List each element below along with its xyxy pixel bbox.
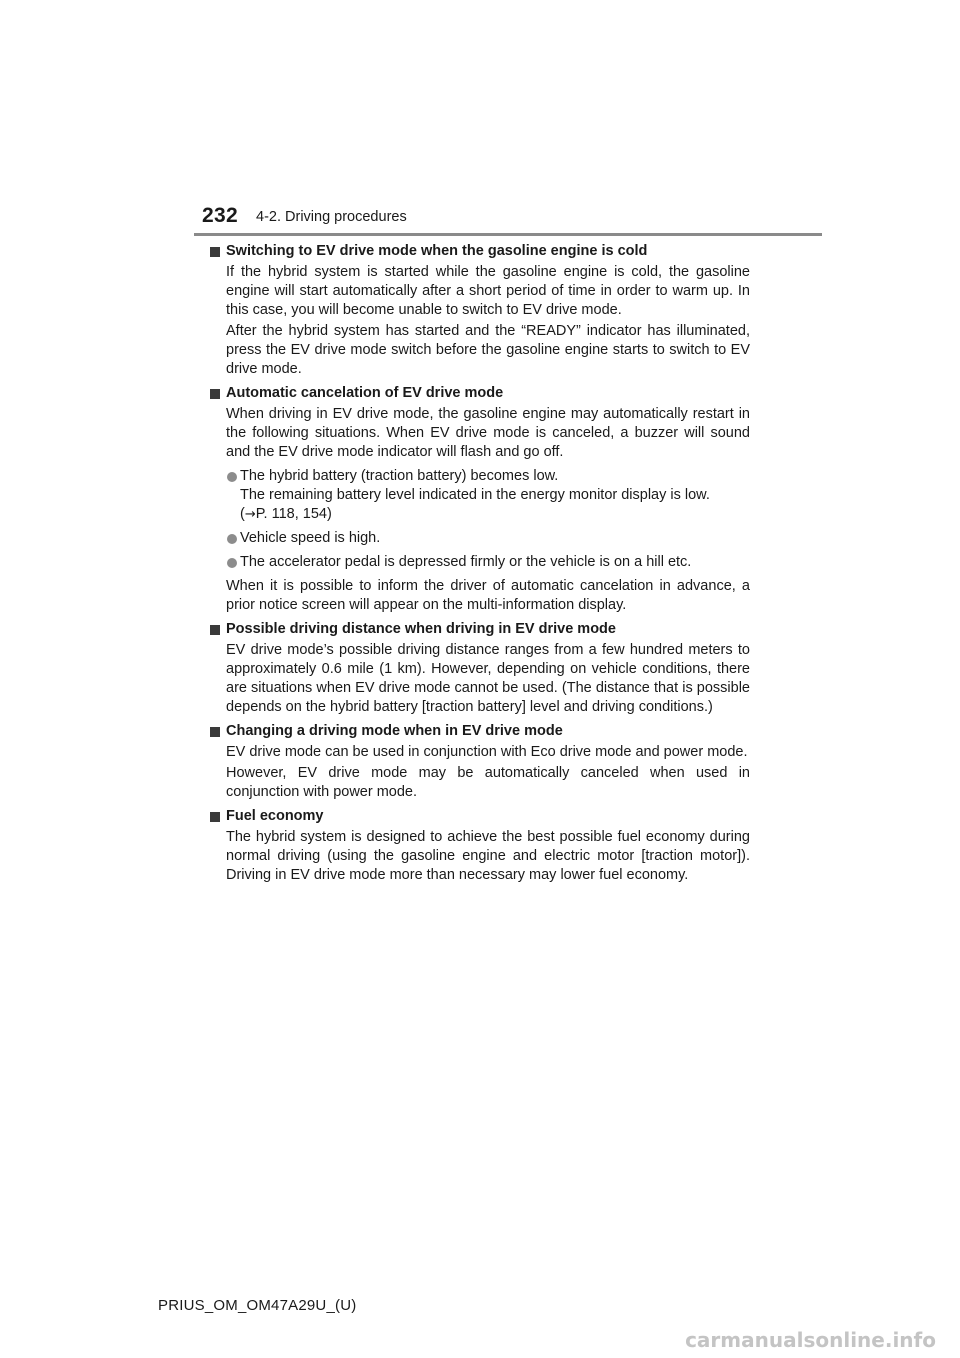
- paragraph: After the hybrid system has started and the “READY” indicator has illuminated, press the EV drive mode switch before the gasoline engine starts to switch to EV drive mode.: [226, 323, 750, 377]
- page-header: [0, 0, 960, 240]
- section-fuel-economy: [210, 807, 750, 885]
- section-possible-distance: [210, 620, 750, 717]
- section-heading: Possible driving distance when driving in EV drive mode: [210, 620, 750, 639]
- square-bullet-icon: [210, 389, 220, 399]
- page-content: [210, 242, 750, 890]
- section-automatic-cancelation: [210, 384, 750, 615]
- paragraph: The hybrid system is designed to achieve the best possible fuel economy during normal driving (using the gasoline engine and electric motor [traction motor]). Driving in EV drive mode more than necessary may lower fuel economy.: [226, 829, 750, 883]
- circle-bullet-icon: [227, 472, 237, 482]
- square-bullet-icon: [210, 247, 220, 257]
- section-heading: Automatic cancelation of EV drive mode: [210, 384, 750, 403]
- square-bullet-icon: [210, 625, 220, 635]
- section-ev-cold-engine: [210, 242, 750, 379]
- list-item: The accelerator pedal is depressed firmly or the vehicle is on a hill etc.: [210, 553, 750, 572]
- arrow-right-icon: →: [244, 507, 256, 522]
- list-item: The hybrid battery (traction battery) becomes low. The remaining battery level indicated in the energy monitor display is low. (→P. 118, 154): [210, 467, 750, 524]
- section-heading: Changing a driving mode when in EV drive mode: [210, 722, 750, 741]
- square-bullet-icon: [210, 727, 220, 737]
- paragraph: When driving in EV drive mode, the gasoline engine may automatically restart in the following situations. When EV drive mode is canceled, a buzzer will sound and the EV drive mode indicator will flash and go off.: [226, 406, 750, 460]
- square-bullet-icon: [210, 812, 220, 822]
- section-heading: Switching to EV drive mode when the gasoline engine is cold: [210, 242, 750, 261]
- paragraph: However, EV drive mode may be automatically canceled when used in conjunction with power mode.: [226, 765, 750, 800]
- paragraph: EV drive mode’s possible driving distance ranges from a few hundred meters to approximately 0.6 mile (1 km). However, depending on vehicle conditions, there are situations when EV drive mode cannot be used. (The distance that is possible depends on the hybrid battery [traction battery] level and driving conditions.): [226, 642, 750, 715]
- paragraph: EV drive mode can be used in conjunction with Eco drive mode and power mode.: [226, 744, 748, 760]
- circle-bullet-icon: [227, 558, 237, 568]
- section-title: 4-2. Driving procedures: [256, 209, 407, 225]
- circle-bullet-icon: [227, 534, 237, 544]
- section-heading: Fuel economy: [210, 807, 750, 826]
- section-changing-mode: [210, 722, 750, 802]
- document-code: PRIUS_OM_OM47A29U_(U): [158, 1297, 357, 1314]
- watermark: carmanualsonline.info: [685, 1328, 936, 1352]
- paragraph: When it is possible to inform the driver of automatic cancelation in advance, a prior notice screen will appear on the multi-information display.: [226, 578, 750, 613]
- page-number: 232: [202, 204, 238, 227]
- page-reference: P. 118, 154: [255, 506, 327, 522]
- list-item-detail: The remaining battery level indicated in the energy monitor display is low. (→P. 118, 154): [240, 487, 710, 522]
- list-item: Vehicle speed is high.: [210, 529, 750, 548]
- header-rule: [194, 233, 822, 236]
- paragraph: If the hybrid system is started while the gasoline engine is cold, the gasoline engine will start automatically after a short period of time in order to warm up. In this case, you will become unable to switch to EV drive mode.: [226, 264, 750, 318]
